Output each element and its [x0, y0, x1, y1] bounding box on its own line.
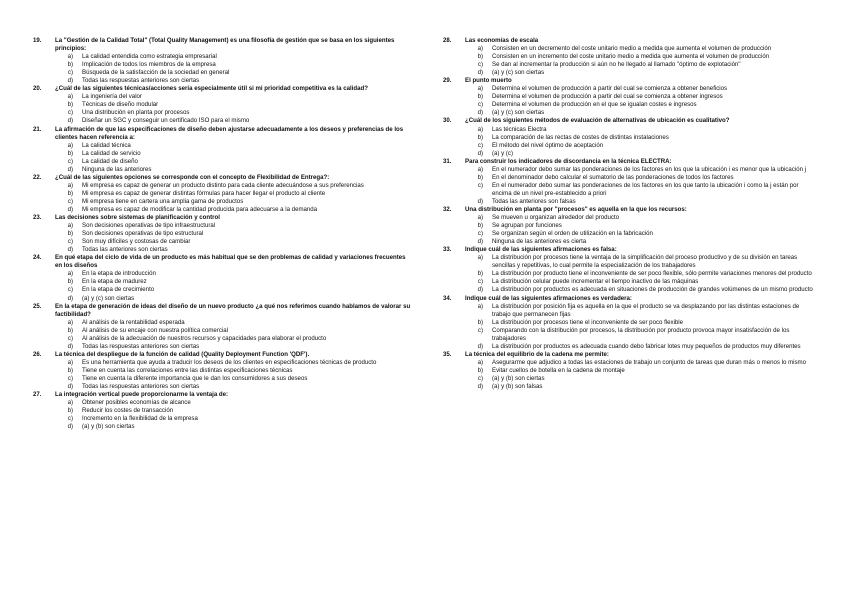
option-text: Implicación de todos los miembros de la empresa [82, 61, 216, 69]
option-letter: a) [67, 318, 73, 326]
option-letter: c) [477, 278, 483, 286]
right-column [443, 37, 813, 391]
option-text: Todas las respuestas anteriores son ciertas [82, 383, 200, 391]
question-number: 20. [33, 85, 42, 93]
option-text: Tiene en cuenta la diferente importancia que le dan los consumidores a sus deseos [82, 374, 308, 382]
question-stem [33, 303, 413, 319]
option-text: La distribución por productos es adecuada cuando debo fabricar lotes muy pequeños de productos muy diferentes [492, 342, 801, 350]
option-text: Mi empresa es capaz de modificar la cantidad producida para adecuarse a la demanda [82, 205, 318, 213]
option-letter: b) [477, 133, 483, 141]
answer-option [33, 206, 413, 214]
option-letter: d) [67, 77, 73, 85]
question-text: Indique cuál de las siguientes afirmaciones es falsa: [465, 246, 617, 254]
answer-option [443, 383, 813, 391]
option-text: Se dan al incrementar la producción si aún no he llegado al llamado "óptimo de explotación" [492, 61, 741, 69]
option-letter: d) [67, 294, 73, 302]
question-text: El punto muerto [465, 77, 512, 85]
option-letter: b) [477, 53, 483, 61]
option-letter: c) [477, 101, 483, 109]
question-number: 29. [443, 77, 452, 85]
question-text: En qué etapa del ciclo de vida de un producto es más habitual que se den problemas de calidad y variaciones frecuentes en los diseños [55, 254, 406, 270]
answer-option [33, 359, 413, 367]
answer-option [33, 182, 413, 190]
option-text: (a) y (b) son falsas [492, 383, 543, 391]
option-text: En el denominador debo calcular el sumatorio de las ponderaciones de todos los factores [492, 173, 734, 181]
option-text: Asegurarme que adjudico a todas las estaciones de trabajo un conjunto de tareas que duran más o menos lo mismo [492, 358, 807, 366]
option-letter: d) [67, 423, 73, 431]
option-letter: b) [477, 270, 483, 278]
answer-option [33, 150, 413, 158]
option-letter: d) [477, 286, 483, 294]
option-text: La distribución por procesos tiene el inconveniente de ser poco flexible [492, 318, 684, 326]
option-text: (a) y (c) son ciertas [82, 294, 135, 302]
question-block [443, 351, 813, 391]
option-text: Todas las respuestas anteriores son ciertas [82, 342, 200, 350]
option-text: Se agrupan por funciones [492, 222, 562, 230]
question-number: 33. [443, 246, 452, 254]
question-text: La técnica del equilibrio de la cadena me permite: [465, 350, 609, 358]
answer-option [33, 278, 413, 286]
answer-option [443, 230, 813, 238]
option-letter: a) [67, 141, 73, 149]
question-block [33, 126, 413, 174]
answer-option [33, 166, 413, 174]
option-text: Mi empresa es capaz de generar distintas fórmulas para hacer llegar el producto al cliente [82, 189, 326, 197]
answer-option [33, 61, 413, 69]
question-text: Indique cuál de las siguientes afirmaciones es verdadera: [465, 294, 632, 302]
answer-option [443, 182, 813, 198]
answer-option [443, 375, 813, 383]
option-text: Una distribución en planta por procesos [82, 109, 190, 117]
answer-option [33, 295, 413, 303]
option-text: El método del nivel óptimo de aceptación [492, 141, 604, 149]
option-text: La distribución celular puede incrementar el tiempo inactivo de las máquinas [492, 278, 699, 286]
question-number: 34. [443, 294, 452, 302]
answer-option [443, 286, 813, 294]
answer-option [443, 45, 813, 53]
question-number: 24. [33, 254, 42, 262]
answer-option [443, 319, 813, 327]
answer-option [443, 53, 813, 61]
answer-option [33, 69, 413, 77]
option-letter: a) [477, 254, 483, 262]
option-text: Se organizan según el orden de utilización en la fabricación [492, 230, 653, 238]
option-letter: d) [67, 205, 73, 213]
option-text: Son decisiones operativas de tipo infraestructural [82, 222, 216, 230]
option-text: Evitar cuellos de botella en la cadena de montaje [492, 366, 625, 374]
answer-option [443, 278, 813, 286]
option-letter: b) [67, 61, 73, 69]
option-letter: d) [67, 165, 73, 173]
option-letter: c) [477, 181, 483, 189]
option-text: La ingeniería del valor [82, 93, 142, 101]
answer-option [33, 343, 413, 351]
option-text: Determina el volumen de producción en el que se igualan costes e ingresos [492, 101, 697, 109]
option-letter: d) [477, 69, 483, 77]
option-letter: a) [477, 85, 483, 93]
option-text: Ninguna de las anteriores [82, 165, 152, 173]
option-letter: b) [477, 318, 483, 326]
question-stem [33, 254, 413, 270]
question-number: 28. [443, 37, 452, 44]
answer-option [33, 222, 413, 230]
question-number: 26. [33, 350, 42, 358]
option-letter: a) [477, 358, 483, 366]
answer-option [33, 190, 413, 198]
option-letter: a) [477, 214, 483, 222]
question-text: ¿Cuál de los siguientes métodos de evaluación de alternativas de ubicación es cualitativo? [465, 117, 730, 125]
answer-option [443, 101, 813, 109]
answer-option [443, 126, 813, 134]
answer-option [33, 270, 413, 278]
question-number: 27. [33, 391, 42, 399]
option-letter: a) [67, 270, 73, 278]
answer-option [443, 254, 813, 270]
option-text: Tiene en cuenta las correlaciones entre las distintas especificaciones técnicas [82, 366, 293, 374]
option-text: Comparando con la distribución por procesos, la distribución por producto provoca mayor insatisfacción de los trabajadores [492, 326, 790, 342]
option-letter: d) [477, 342, 483, 350]
question-text: ¿Cuál de las siguientes técnicas/acciones sería especialmente útil si mi prioridad competitiva es la calidad? [55, 85, 368, 93]
option-text: La calidad de servicio [82, 149, 141, 157]
option-letter: b) [67, 101, 73, 109]
answer-option [33, 383, 413, 391]
answer-option [443, 303, 813, 319]
question-stem [33, 214, 413, 222]
answer-option [33, 415, 413, 423]
answer-option [443, 93, 813, 101]
option-letter: c) [67, 109, 73, 117]
answer-option [443, 85, 813, 93]
answer-option [33, 246, 413, 254]
option-text: Todas las respuestas anteriores son ciertas [82, 77, 200, 85]
answer-option [443, 359, 813, 367]
option-text: Consisten en un incremento del coste unitario medio a medida que aumenta el volumen de producción [492, 53, 770, 61]
option-text: La calidad técnica [82, 141, 131, 149]
option-text: La calidad de diseño [82, 157, 138, 165]
option-text: (a) y (c) son ciertas [492, 69, 545, 77]
answer-option [33, 375, 413, 383]
answer-option [33, 230, 413, 238]
answer-option [443, 134, 813, 142]
option-text: Al análisis de su encaje con nuestra política comercial [82, 326, 228, 334]
option-text: En la etapa de madurez [82, 278, 147, 286]
option-letter: b) [477, 222, 483, 230]
option-text: (a) y (b) son ciertas [82, 423, 135, 431]
question-text: La afirmación de que las especificaciones de diseño deben ajustarse adecuadamente a los deseos y preferencias de los clientes hacen referencia a: [55, 125, 404, 141]
option-letter: a) [67, 399, 73, 407]
question-block [443, 37, 813, 77]
question-number: 25. [33, 302, 42, 310]
question-stem [33, 126, 413, 142]
question-block [33, 391, 413, 431]
option-letter: d) [477, 197, 483, 205]
option-text: La comparación de las rectas de costes de distintas instalaciones [492, 133, 669, 141]
question-block [33, 254, 413, 302]
answer-option [33, 407, 413, 415]
option-letter: d) [67, 383, 73, 391]
question-stem [33, 391, 413, 399]
question-stem [443, 117, 813, 125]
question-block [443, 206, 813, 246]
answer-option [33, 158, 413, 166]
question-text: ¿Cuál de las siguientes opciones se corresponde con el concepto de Flexibilidad de Entrega?: [55, 173, 330, 181]
option-letter: a) [477, 302, 483, 310]
question-text: La integración vertical puede proporcionarme la ventaja de: [55, 391, 229, 399]
option-letter: d) [477, 238, 483, 246]
option-text: Diseñar un SGC y conseguir un certificado ISO para el mismo [82, 117, 250, 125]
question-block [33, 174, 413, 214]
question-stem [443, 77, 813, 85]
option-letter: b) [67, 407, 73, 415]
answer-option [33, 198, 413, 206]
question-stem [33, 174, 413, 182]
option-text: Mi empresa tiene en cartera una amplia gama de productos [82, 197, 244, 205]
option-text: En la etapa de introducción [82, 270, 156, 278]
answer-option [443, 166, 813, 174]
option-letter: c) [67, 286, 73, 294]
question-stem [33, 37, 413, 53]
option-letter: d) [477, 109, 483, 117]
question-text: Las decisiones sobre sistemas de planificación y control [55, 214, 220, 222]
answer-option [33, 367, 413, 375]
answer-option [443, 69, 813, 77]
question-number: 21. [33, 125, 42, 133]
question-stem [443, 158, 813, 166]
answer-option [443, 327, 813, 343]
option-letter: a) [67, 181, 73, 189]
answer-option [443, 61, 813, 69]
option-letter: a) [67, 53, 73, 61]
option-text: Obtener posibles economías de alcance [82, 399, 191, 407]
option-letter: a) [477, 165, 483, 173]
question-stem [443, 246, 813, 254]
option-letter: b) [477, 93, 483, 101]
answer-option [33, 77, 413, 85]
option-letter: b) [477, 366, 483, 374]
answer-option [33, 319, 413, 327]
option-letter: c) [477, 230, 483, 238]
answer-option [33, 53, 413, 61]
option-letter: a) [477, 125, 483, 133]
option-letter: d) [477, 149, 483, 157]
question-block [33, 85, 413, 125]
option-letter: c) [67, 197, 73, 205]
option-letter: c) [477, 141, 483, 149]
option-text: Todas las anteriores son ciertas [82, 246, 168, 254]
answer-option [443, 222, 813, 230]
answer-option [443, 270, 813, 278]
question-text: En la etapa de generación de ideas del diseño de un nuevo producto ¿a qué nos referimos cuando hablamos de valorar su factibilidad? [55, 302, 411, 318]
question-text: Las economías de escala [465, 37, 539, 44]
question-number: 30. [443, 117, 452, 125]
answer-option [443, 142, 813, 150]
option-letter: c) [477, 61, 483, 69]
option-text: (a) y (b) son ciertas [492, 374, 545, 382]
option-letter: a) [477, 45, 483, 53]
option-text: Al análisis de la adecuación de nuestros recursos y capacidades para elaborar el producto [82, 334, 327, 342]
option-text: (a) y (c) son ciertas [492, 109, 545, 117]
question-number: 19. [33, 37, 42, 44]
option-text: Son muy difíciles y costosas de cambiar [82, 238, 191, 246]
question-block [443, 246, 813, 294]
option-text: Todas las anteriores son falsas [492, 197, 576, 205]
option-letter: b) [67, 326, 73, 334]
question-text: Una distribución en planta por "procesos" es aquella en la que los recursos: [465, 205, 687, 213]
option-text: La calidad entendida como estrategia empresarial [82, 53, 217, 61]
question-number: 22. [33, 173, 42, 181]
option-letter: d) [67, 117, 73, 125]
option-letter: b) [67, 149, 73, 157]
answer-option [33, 93, 413, 101]
option-letter: c) [477, 326, 483, 334]
option-text: Son decisiones operativas de tipo estructural [82, 230, 204, 238]
left-column [33, 37, 413, 431]
answer-option [443, 150, 813, 158]
question-block [443, 158, 813, 206]
option-letter: a) [67, 222, 73, 230]
question-text: La técnica del despliegue de la función de calidad (Quality Deployment Function 'QDF'). [55, 350, 310, 358]
question-stem [33, 85, 413, 93]
answer-option [443, 174, 813, 182]
answer-option [33, 399, 413, 407]
option-letter: d) [67, 342, 73, 350]
option-text: Ninguna de las anteriores es cierta [492, 238, 587, 246]
option-text: Determina el volumen de producción a partir del cual se comienza a obtener ingresos [492, 93, 723, 101]
option-text: Búsqueda de la satisfacción de la sociedad en general [82, 69, 230, 77]
option-letter: c) [67, 334, 73, 342]
option-text: Es una herramienta que ayuda a traducir los deseos de los clientes en especificaciones técnicas de producto [82, 358, 377, 366]
question-stem [33, 351, 413, 359]
question-block [33, 37, 413, 85]
option-text: Mi empresa es capaz de generar un producto distinto para cada cliente adecuándose a sus preferencias [82, 181, 364, 189]
option-text: Reducir los costes de transacción [82, 407, 174, 415]
option-letter: b) [67, 366, 73, 374]
answer-option [443, 109, 813, 117]
option-text: Las técnicas Electra [492, 125, 547, 133]
option-letter: b) [477, 173, 483, 181]
option-text: La distribución por posición fija es aquella en la que el producto se va desplazando por las distintas estaciones de trabajo que permanecen fijas [492, 302, 800, 318]
option-text: Al análisis de la rentabilidad esperada [82, 318, 185, 326]
option-letter: b) [67, 278, 73, 286]
question-block [443, 295, 813, 351]
question-block [33, 303, 413, 351]
option-text: En el numerador debo sumar las ponderaciones de los factores en los que la ubicación i es menor que la ubicación j [492, 165, 807, 173]
answer-option [443, 238, 813, 246]
answer-option [443, 367, 813, 375]
question-block [443, 77, 813, 117]
option-text: Consisten en un decremento del coste unitario medio a medida que aumenta el volumen de producción [492, 45, 772, 53]
answer-option [33, 101, 413, 109]
option-text: Técnicas de diseño modular [82, 101, 159, 109]
option-letter: b) [67, 189, 73, 197]
question-number: 23. [33, 214, 42, 222]
option-text: En la etapa de crecimiento [82, 286, 155, 294]
answer-option [33, 117, 413, 125]
option-text: Determina el volumen de producción a partir del cual se comienza a obtener beneficios [492, 85, 728, 93]
option-letter: a) [67, 358, 73, 366]
question-text: La "Gestión de la Calidad Total" (Total Quality Management) es una filosofía de gestión que se basa en los siguientes principios: [55, 37, 395, 53]
question-block [443, 117, 813, 157]
option-text: (a) y (c) [492, 149, 513, 157]
option-letter: c) [67, 157, 73, 165]
option-letter: c) [67, 238, 73, 246]
option-text: La distribución por producto tiene el inconveniente de ser poco flexible, sólo permite variaciones menores del producto [492, 270, 812, 278]
question-number: 35. [443, 350, 452, 358]
option-letter: d) [67, 246, 73, 254]
question-number: 32. [443, 205, 452, 213]
option-letter: b) [67, 230, 73, 238]
answer-option [33, 142, 413, 150]
option-letter: c) [477, 374, 483, 382]
question-stem [443, 206, 813, 214]
answer-option [443, 198, 813, 206]
option-letter: c) [67, 374, 73, 382]
answer-option [33, 335, 413, 343]
question-block [33, 214, 413, 254]
answer-option [33, 286, 413, 294]
option-letter: a) [67, 93, 73, 101]
answer-option [33, 327, 413, 335]
question-stem [443, 295, 813, 303]
answer-option [443, 343, 813, 351]
option-text: Se mueven u organizan alrededor del producto [492, 214, 620, 222]
question-stem [443, 351, 813, 359]
option-letter: c) [67, 69, 73, 77]
question-number: 31. [443, 157, 452, 165]
answer-option [33, 238, 413, 246]
answer-option [33, 109, 413, 117]
question-text: Para construir los indicadores de discordancia en la técnica ELECTRA: [465, 157, 672, 165]
option-text: En el numerador debo sumar las ponderaciones de los factores en los que tanto la ubicación i como la j están por encima de un nivel pre-establecido a priori [492, 181, 799, 197]
option-text: Incremento en la flexibilidad de la empresa [82, 415, 198, 423]
option-text: La distribución por productos es adecuada en situaciones de producción de grandes volúmenes de un mismo producto [492, 286, 813, 294]
option-letter: d) [477, 383, 483, 391]
option-text: La distribución por procesos tiene la ventaja de la simplificación del proceso productivo y de su división en tareas sencillas y repetitivas, lo cual permite la especialización de los trabajadores [492, 254, 798, 270]
answer-option [33, 423, 413, 431]
answer-option [443, 214, 813, 222]
option-letter: c) [67, 415, 73, 423]
question-block [33, 351, 413, 391]
question-stem [443, 37, 813, 45]
